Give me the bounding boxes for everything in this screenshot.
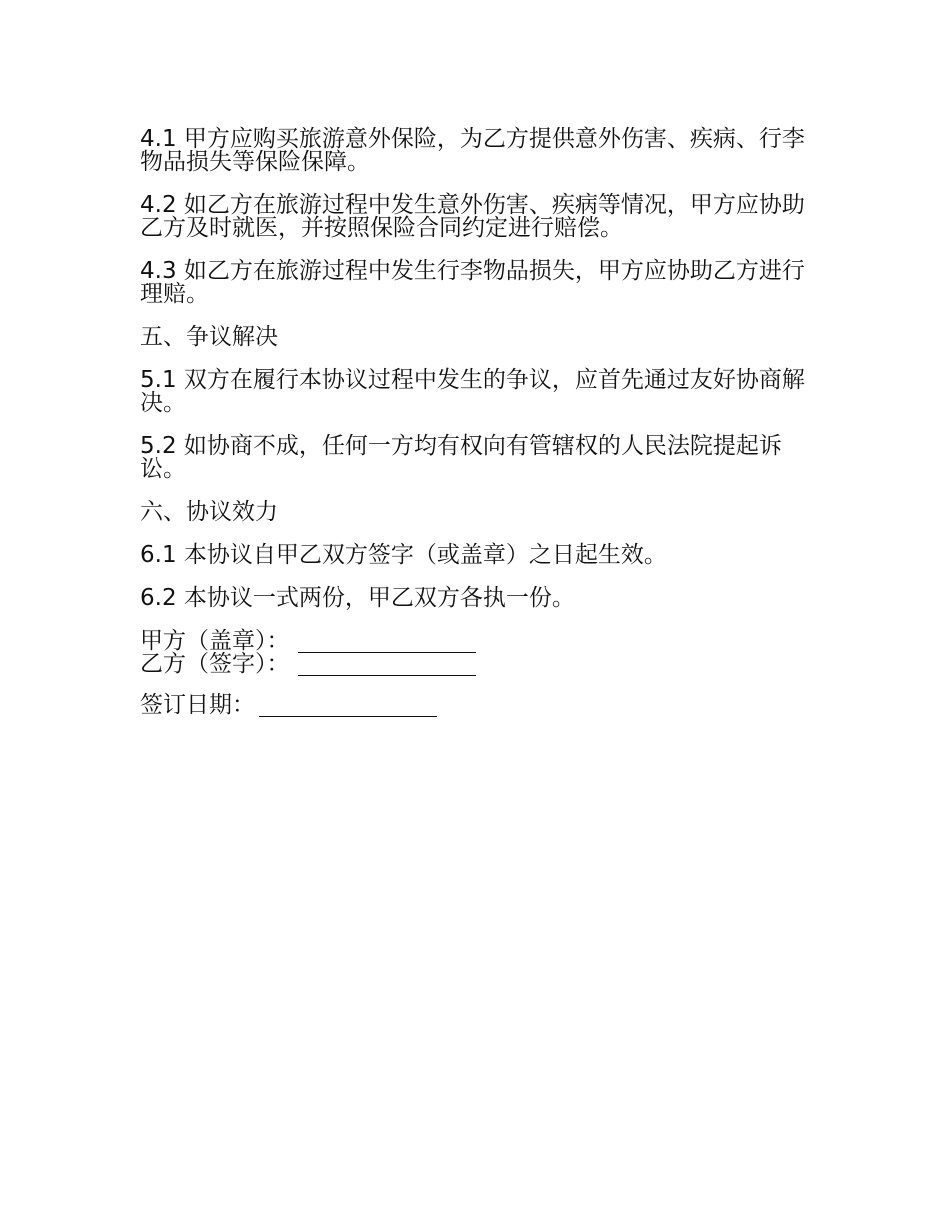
signing-date-label: 签订日期： xyxy=(140,692,255,718)
clause-5-2: 5.2 如协商不成，任何一方均有权向有管辖权的人民法院提起诉讼。 xyxy=(140,433,782,482)
signing-date-blank xyxy=(259,698,437,717)
clause-5-1: 5.1 双方在履行本协议过程中发生的争议，应首先通过友好协商解决。 xyxy=(140,367,805,416)
party-b-label: 乙方（签字）： xyxy=(140,651,290,677)
party-a-signature-blank xyxy=(298,634,476,653)
clause-4-1: 4.1 甲方应购买旅游意外保险，为乙方提供意外伤害、疾病、行李物品损失等保险保障。 xyxy=(140,126,805,175)
clause-6-2: 6.2 本协议一式两份，甲乙双方各执一份。 xyxy=(140,585,575,611)
party-a-signature-line xyxy=(140,630,810,653)
party-b-signature-blank xyxy=(298,657,476,676)
section-5-heading: 五、争议解决 xyxy=(140,324,278,350)
signature-block xyxy=(140,630,810,676)
party-a-label: 甲方（盖章）： xyxy=(140,628,290,654)
section-6-heading: 六、协议效力 xyxy=(140,499,278,525)
clause-4-3: 4.3 如乙方在旅游过程中发生行李物品损失，甲方应协助乙方进行理赔。 xyxy=(140,258,805,307)
party-b-signature-line xyxy=(140,653,810,676)
document-body xyxy=(140,128,810,717)
clause-4-2: 4.2 如乙方在旅游过程中发生意外伤害、疾病等情况，甲方应协助乙方及时就医，并按照保险合同约定进行赔偿。 xyxy=(140,192,805,241)
clause-6-1: 6.1 本协议自甲乙双方签字（或盖章）之日起生效。 xyxy=(140,542,667,568)
signing-date-line xyxy=(140,694,810,717)
